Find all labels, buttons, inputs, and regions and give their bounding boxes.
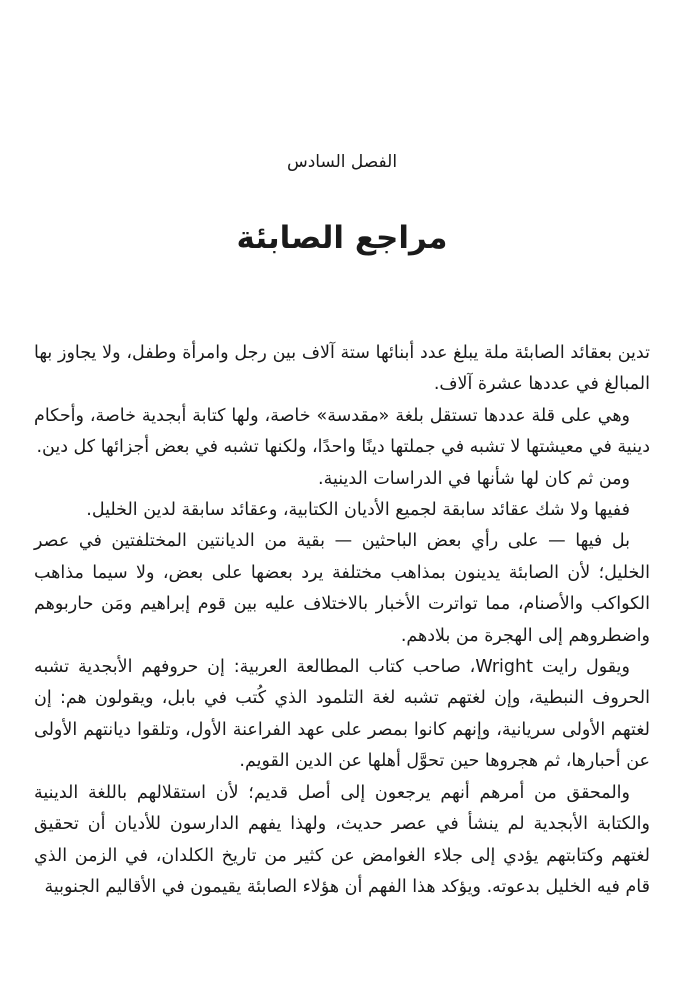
paragraph: ومن ثم كان لها شأنها في الدراسات الدينية. (318, 468, 630, 489)
chapter-body (34, 338, 650, 903)
paragraph: بل فيها — على رأي بعض الباحثين — بقية من الديانتين المختلفتين في عصر الخليل؛ لأن الصابئة يدينون بمذاهب مختلفة يرد بعضها على بعض، ولا سيما مذاهب الكواكب والأصنام، مما تواترت الأخبار بالاختلاف عليه بين قوم إبراهيم ومَن حاربوهم واضطروهم إلى الهجرة من بلادهم. (34, 531, 650, 646)
paragraph: تدين بعقائد الصابئة ملة يبلغ عدد أبنائها ستة آلاف بين رجل وامرأة وطفل، ولا يجاوز بها المبالغ في عددها عشرة آلاف. (34, 343, 650, 395)
chapter-number: الفصل السادس (286, 152, 398, 172)
paragraph: وهي على قلة عددها تستقل بلغة «مقدسة» خاصة، ولها كتابة أبجدية خاصة، وأحكام دينية في معيشتها لا تشبه في جملتها دينًا واحدًا، ولكنها تشبه في بعض أجزائها كل دين. (34, 405, 650, 458)
paragraph: ويقول رايت Wright، صاحب كتاب المطالعة العربية: إن حروفهم الأبجدية تشبه الحروف النبطية، وإن لغتهم تشبه لغة التلمود الذي كُتب في بابل، ويقولون هم: إن لغتهم الأولى سريانية، وإنهم كانوا بمصر على عهد الفراعنة الأول، وتلقوا ديانتهم الأولى عن أحبارها، ثم هجروها حين تحوَّل أهلها عن الدين القويم. (34, 657, 650, 772)
chapter-title: مراجع الصابئة (236, 220, 448, 256)
paragraph: ففيها ولا شك عقائد سابقة لجميع الأديان الكتابية، وعقائد سابقة لدين الخليل. (86, 500, 630, 521)
paragraph: والمحقق من أمرهم أنهم يرجعون إلى أصل قديم؛ لأن استقلالهم باللغة الدينية والكتابة الأبجدية لم ينشأ في عصر حديث، ولهذا يفهم الدارسون للأديان أن تحقيق لغتهم وكتابتهم يؤدي إلى جلاء الغوامض عن كثير من تاريخ الكلدان، في الزمن الذي قام فيه الخليل بدعوته. ويؤكد هذا الفهم أن هؤلاء الصابئة يقيمون في الأقاليم الجنوبية (34, 782, 650, 897)
